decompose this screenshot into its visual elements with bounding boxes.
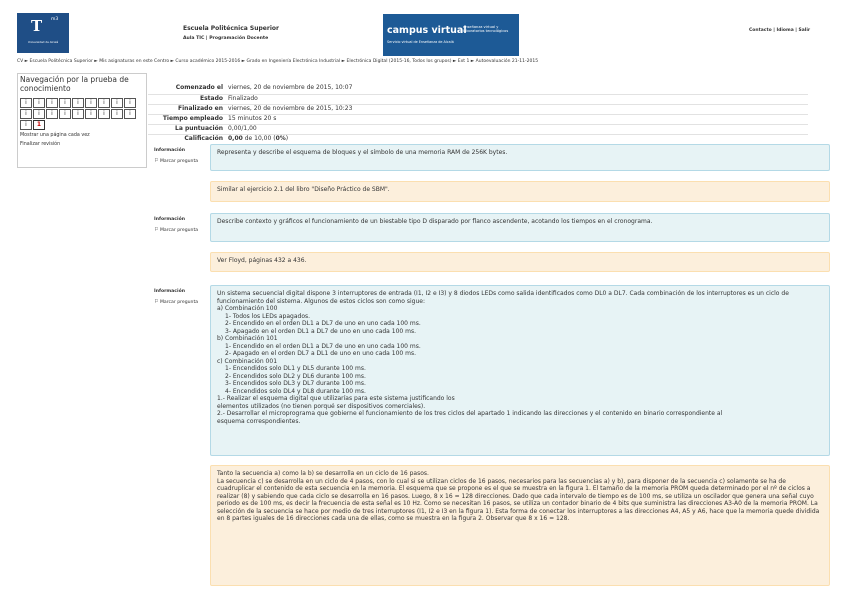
info-title: Información <box>154 289 186 294</box>
summary-row <box>148 114 808 124</box>
question-text <box>217 290 823 425</box>
flag-icon[interactable]: ⚐ <box>154 157 159 164</box>
q3-b-title: b) Combinación 101 <box>217 335 278 342</box>
question-nav-button[interactable]: i <box>111 98 123 108</box>
question-nav-button[interactable]: i <box>33 109 45 119</box>
summary-label: Calificación <box>184 135 223 142</box>
flag-icon[interactable]: ⚐ <box>154 298 159 305</box>
banner-bottom-text: Servicio virtual de Enseñanza de Alcalá <box>387 40 454 44</box>
summary-value <box>228 135 288 144</box>
summary-value: viernes, 20 de noviembre de 2015, 10:07 <box>228 84 353 91</box>
flag-question[interactable] <box>154 228 200 234</box>
question-text: Describe contexto y gráficos el funcionamiento de un biestable tipo D disparado por flanco ascendente, acotando los tiempos en el cronograma. <box>217 218 653 225</box>
q3-a-title: a) Combinación 100 <box>217 305 278 312</box>
flag-icon[interactable]: ⚐ <box>154 226 159 233</box>
q3-feedback-2: La secuencia c) se desarrolla en un ciclo de 4 pasos, con lo cual si se utilizan ciclos de 16 pasos, necesarios para las secuencias a) y b), para disponer de la secuencia c) solamente se ha de cuadruplicar el contenido de esta secuencia en la memoria. El esquema que se propone es el que se muestra en la figura 1. El tamaño de la memoria PROM queda determinado por el nº de ciclos a realizar (8) y sabiendo que cada ciclo se desarrolla en 16 pasos. Luego, 8 x 16 = 128 direcciones. Dado que cada intervalo de tiempo es de 100 ms, se utiliza un oscilador que genera una señal cuyo periodo es de 100 ms, es decir la frecuencia de esta señal es 10 Hz. Como se necesitan 16 pasos, se utiliza un contador binario de 4 bits que suministra las direcciones A3-A0 de la memoria PROM. La selección de la secuencia se hace por medio de tres interruptores (I1, I2 e I3 en la figura 1). Esta forma de conectar los interruptores a las direcciones A4, A5 y A6, hace que la memoria quede dividida en 8 partes iguales de 16 direcciones cada una de ellas, como se muestra en la figura 2. Observar que 8 x 16 = 128. <box>217 477 820 522</box>
grade-rest: de 10,00 ( <box>242 135 276 142</box>
question-nav-button[interactable]: i <box>72 98 84 108</box>
question-nav-button[interactable]: i <box>20 120 32 130</box>
flag-label[interactable]: Marcar pregunta <box>159 158 199 164</box>
general-feedback-box <box>210 252 830 272</box>
summary-value: 0,00/1,00 <box>228 125 257 132</box>
grade-end: ) <box>285 135 289 142</box>
grade-percent: 0% <box>275 135 286 142</box>
question-nav-button[interactable]: i <box>46 109 58 119</box>
question-nav-button[interactable]: i <box>124 109 136 119</box>
banner-right-text: enseñanza virtual y laboratorios tecnológicos <box>463 25 509 34</box>
q3-feedback-1: Tanto la secuencia a) como la b) se desarrolla en un ciclo de 16 pasos. <box>217 470 429 477</box>
q3-b1: 1- Encendido en el orden DL1 a DL7 de uno en uno cada 100 ms. <box>225 342 421 350</box>
q3-c4: 4- Encendidos solo DL4 y DL8 durante 100 ms. <box>225 387 366 395</box>
question-nav-button[interactable]: i <box>85 109 97 119</box>
school-dept: Aula TIC | Programación Docente <box>183 35 269 41</box>
question-text-box <box>210 144 830 171</box>
logo-subtitle: Universidad de Alcalá <box>27 40 59 44</box>
question-info <box>154 217 200 233</box>
finish-review-link[interactable]: Finalizar revisión <box>20 142 61 148</box>
summary-label: Comenzado el <box>175 84 223 91</box>
q3-task2b: esquema correspondientes. <box>217 417 301 425</box>
flag-question[interactable] <box>154 300 200 306</box>
general-feedback-box <box>210 181 830 202</box>
top-links[interactable]: Contacto | Idioma | Salir <box>749 28 811 33</box>
summary-label: La puntuación <box>175 125 223 132</box>
question-nav-button-current[interactable]: 1 <box>33 120 45 130</box>
attempt-summary-table <box>148 84 808 144</box>
summary-label: Estado <box>199 95 223 102</box>
summary-label: Tiempo empleado <box>162 115 223 122</box>
school-block <box>183 25 279 41</box>
flag-label[interactable]: Marcar pregunta <box>159 227 199 233</box>
question-nav-button[interactable]: i <box>59 109 71 119</box>
general-feedback <box>217 470 823 523</box>
quiz-navigation-title: Navegación por la prueba de conocimiento <box>20 75 129 93</box>
page-header <box>0 0 848 56</box>
banner-title: campus virtual <box>387 25 467 36</box>
info-title: Información <box>154 217 186 222</box>
summary-row <box>148 124 808 134</box>
summary-row <box>148 84 808 94</box>
question-nav-grid <box>20 98 144 130</box>
flag-label[interactable]: Marcar pregunta <box>159 299 199 305</box>
q3-c3: 3- Encendidos solo DL3 y DL7 durante 100 ms. <box>225 380 366 387</box>
question-nav-button[interactable]: i <box>98 109 110 119</box>
q3-intro: Un sistema secuencial digital dispone 3 interruptores de entrada (I1, I2 e I3) y 8 diodos LEDs como salida identificados como DL0 a DL7. Cada combinación de los interruptores es un ciclo de funcionamiento del sistema. Algunos de estos ciclos son como sigue: <box>217 290 789 305</box>
question-nav-button[interactable]: i <box>72 109 84 119</box>
q3-task2: 2.- Desarrollar el microprograma que gobierne el funcionamiento de los tres ciclos del apartado 1 indicando las direcciones y el contenido en binario correspondiente al <box>217 410 723 417</box>
summary-label: Finalizado en <box>178 105 223 112</box>
question-info <box>154 289 200 305</box>
question-nav-button[interactable]: i <box>98 98 110 108</box>
question-nav-button[interactable]: i <box>20 109 32 119</box>
general-feedback: Ver Floyd, páginas 432 a 436. <box>217 257 307 264</box>
general-feedback-box <box>210 465 830 586</box>
logo-mark-sup: m3 <box>51 17 59 22</box>
q3-a1: 1- Todos los LEDs apagados. <box>225 312 311 320</box>
q3-c2: 2- Encendidos solo DL2 y DL6 durante 100 ms. <box>225 372 366 380</box>
q3-task1: 1.- Realizar el esquema digital que utilizarías para este sistema justificando los <box>217 395 455 402</box>
university-logo[interactable] <box>17 13 69 53</box>
question-text: Representa y describe el esquema de bloques y el símbolo de una memoria RAM de 256K bytes. <box>217 149 508 156</box>
summary-row <box>148 94 808 104</box>
question-info <box>154 148 200 164</box>
q3-a2: 2- Encendido en el orden DL1 a DL7 de uno en uno cada 100 ms. <box>225 320 421 327</box>
grade-bold: 0,00 <box>228 135 243 142</box>
school-name: Escuela Politécnica Superior <box>183 25 279 32</box>
summary-row <box>148 104 808 114</box>
question-nav-button[interactable]: i <box>59 98 71 108</box>
breadcrumb[interactable]: CV ► Escuela Politécnica Superior ► Mis asignaturas en este Centro ► Curso académico 2015-2016 ► Grado en Ingeniería Electrónica Industrial ► Electrónica Digital (2015-16, Todos los grupos) ► Ext 1 ► Autoevaluación 21-11-2015 <box>17 59 539 64</box>
flag-question[interactable] <box>154 159 200 165</box>
summary-value: Finalizado <box>228 95 258 102</box>
question-text-box <box>210 285 830 456</box>
summary-value: viernes, 20 de noviembre de 2015, 10:23 <box>228 105 353 112</box>
summary-row <box>148 134 808 144</box>
question-nav-button[interactable]: i <box>20 98 32 108</box>
summary-value: 15 minutos 20 s <box>228 115 277 122</box>
general-feedback: Similar al ejercicio 2.1 del libro "Diseño Práctico de SBM". <box>217 186 390 193</box>
info-title: Información <box>154 148 186 153</box>
logo-mark: T <box>31 17 43 35</box>
q3-c1: 1- Encendidos solo DL1 y DL5 durante 100 ms. <box>225 365 366 372</box>
question-nav-button[interactable]: i <box>46 98 58 108</box>
question-text-box <box>210 213 830 242</box>
q3-b2: 2- Apagado en el orden DL7 a DL1 de uno en uno cada 100 ms. <box>225 350 417 357</box>
question-nav-button[interactable]: i <box>124 98 136 108</box>
q3-task1b: elementos utilizados (no tienen porqué ser dispositivos comerciales). <box>217 402 426 410</box>
question-nav-button[interactable]: i <box>111 109 123 119</box>
q3-c-title: c) Combinación 001 <box>217 357 278 365</box>
question-nav-button[interactable]: i <box>33 98 45 108</box>
quiz-navigation-block <box>17 73 147 168</box>
q3-a3: 3- Apagado en el orden DL1 a DL7 de uno en uno cada 100 ms. <box>225 327 417 335</box>
show-one-page-link[interactable]: Mostrar una página cada vez <box>20 133 90 139</box>
campus-virtual-banner[interactable] <box>383 14 519 56</box>
question-nav-button[interactable]: i <box>85 98 97 108</box>
